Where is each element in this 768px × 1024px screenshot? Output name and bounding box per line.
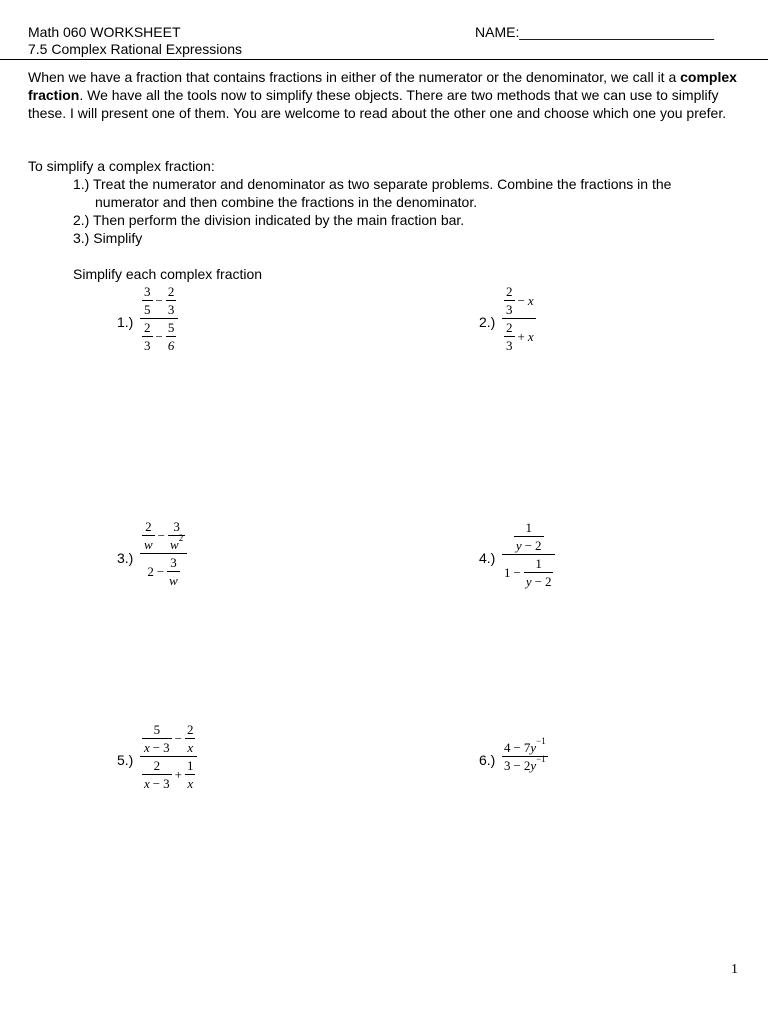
number: 2 (147, 564, 154, 579)
num: 2 (186, 722, 194, 737)
number: 2 (523, 758, 531, 773)
variable: y (530, 758, 537, 773)
number: 4 (504, 740, 511, 755)
operator: − (155, 329, 163, 344)
den: x (185, 738, 196, 755)
page-number: 1 (731, 962, 738, 977)
step-1: 1.) Treat the numerator and denominator as two separate problems. Combine the fractions in the (73, 176, 672, 192)
num: 2 (506, 320, 513, 335)
step-3: 3.) Simplify (73, 230, 143, 246)
variable: x (527, 329, 534, 344)
variable: x (527, 293, 534, 308)
section-title: 7.5 Complex Rational Expressions (28, 41, 242, 57)
num: 2 (144, 320, 151, 335)
number: 2 (544, 574, 552, 589)
num: 1 (186, 758, 194, 773)
worksheet-title: Math 060 WORKSHEET (28, 24, 181, 40)
instruction: Simplify each complex fraction (73, 266, 263, 282)
num: 5 (153, 722, 161, 737)
exponent: 2 (178, 533, 184, 543)
num: 3 (170, 555, 177, 570)
problem-4-label: 4.) (479, 550, 496, 566)
operator: − (157, 528, 166, 543)
variable: w (170, 537, 179, 552)
den: w (144, 537, 153, 552)
number: 1 (504, 565, 511, 580)
step-2: 2.) Then perform the division indicated by the main fraction bar. (73, 212, 465, 228)
den: 5 (144, 302, 151, 317)
variable: x (144, 776, 150, 791)
operator: − (156, 564, 165, 579)
problem-1-label: 1.) (117, 314, 134, 330)
num: 2 (167, 284, 175, 299)
operator: + (517, 329, 525, 344)
den: 6 (167, 338, 175, 353)
header-divider (0, 59, 768, 60)
name-field: NAME:_________________________ (475, 24, 714, 40)
den: 3 (506, 338, 513, 353)
number: 3 (504, 758, 511, 773)
operator: − (524, 538, 533, 553)
variable: y (515, 538, 522, 553)
operator: − (152, 776, 161, 791)
variable: x (144, 740, 150, 755)
num: 2 (506, 284, 513, 299)
number: 2 (535, 538, 542, 553)
problem-2-label: 2.) (479, 314, 496, 330)
problem-6-label: 6.) (479, 752, 496, 768)
problem-3-label: 3.) (117, 550, 134, 566)
num: 3 (144, 284, 151, 299)
exponent: −1 (536, 754, 546, 764)
exponent: −1 (536, 736, 546, 746)
intro-text-start: When we have a fraction that contains fractions in either of the numerator or the denominator, we call it a (28, 69, 681, 85)
operator: − (152, 740, 161, 755)
problem-3-expression (140, 519, 187, 588)
number: 7 (523, 740, 531, 755)
num: 2 (145, 519, 152, 534)
operator: − (513, 565, 521, 580)
steps-heading: To simplify a complex fraction: (28, 158, 215, 174)
num: 1 (535, 556, 542, 571)
den: 3 (167, 302, 175, 317)
operator: − (155, 293, 163, 308)
problem-1-expression (140, 284, 178, 353)
problem-5-label: 5.) (117, 752, 134, 768)
num: 2 (153, 758, 161, 773)
num: 5 (167, 320, 175, 335)
operator: + (174, 767, 182, 782)
problem-2-expression (502, 284, 536, 353)
den: w (169, 573, 178, 588)
variable: y (530, 740, 537, 755)
number: 3 (163, 740, 170, 755)
operator: − (517, 293, 525, 308)
step-1-continued: numerator and then combine the fractions in the denominator. (95, 194, 478, 210)
number: 3 (163, 776, 170, 791)
intro-paragraph (28, 68, 740, 122)
den: 3 (506, 302, 513, 317)
intro-text-end: . We have all the tools now to simplify these objects. There are two methods that we can use to simplify these. I will present one of them. You are welcome to read about the other one and choose which one you prefer. (28, 87, 727, 121)
den: 3 (144, 338, 151, 353)
intro-bold-term: complex fraction (28, 69, 737, 103)
operator: − (534, 574, 542, 589)
operator: − (513, 740, 521, 755)
problem-4-expression (502, 520, 555, 589)
num: 3 (173, 519, 180, 534)
variable: y (525, 574, 532, 589)
num: 1 (525, 520, 532, 535)
problem-5-expression (140, 722, 197, 791)
den: x (185, 774, 196, 791)
problem-6-expression (502, 736, 548, 773)
operator: − (174, 731, 182, 746)
operator: − (513, 758, 521, 773)
